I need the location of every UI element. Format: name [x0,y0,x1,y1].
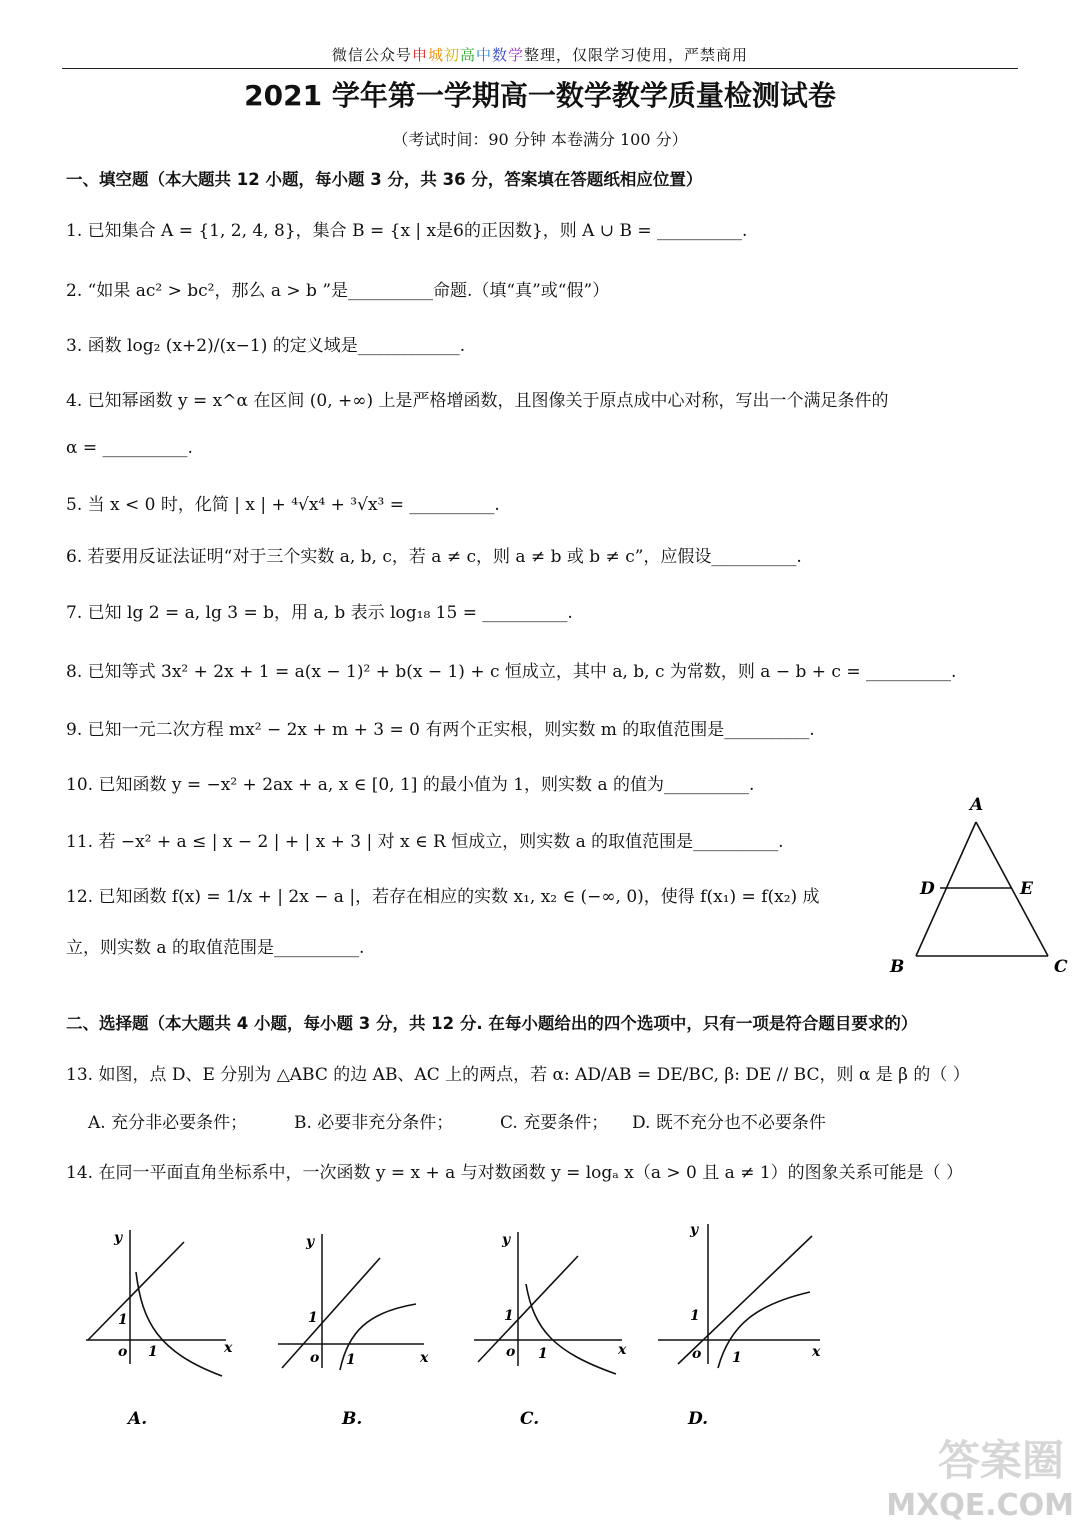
question-5: 5. 当 x < 0 时，化简 | x | + ⁴√x⁴ + ³√x³ = __________. [66,495,500,515]
axis-x-label: x [224,1340,233,1356]
origin-label: o [310,1350,320,1366]
option-a: A. 充分非必要条件； [88,1113,248,1133]
line-y-x-plus-a [678,1236,812,1364]
page-title: 2021 学年第一学期高一数学教学质量检测试卷 [244,79,836,112]
section-choice-heading: 二、选择题（本大题共 4 小题，每小题 3 分，共 12 分. 在每小题给出的四个选项中，只有一项是符合题目要求的） [66,1014,918,1033]
header-notice [0,44,1080,65]
graph-label-c: C. [520,1409,540,1429]
question-9: 9. 已知一元二次方程 mx² − 2x + m + 3 = 0 有两个正实根，则实数 m 的取值范围是__________. [66,720,815,740]
origin-label: o [118,1344,128,1360]
label-a: A [970,795,984,815]
question-11: 11. 若 −x² + a ≤ | x − 2 | + | x + 3 | 对 x ∈ R 恒成立，则实数 a 的取值范围是__________. [66,832,784,852]
line-y-x-plus-a [282,1258,380,1368]
tick-y-1: 1 [308,1310,318,1326]
triangle-figure [884,792,1074,982]
label-e: E [1020,879,1033,899]
question-13: 13. 如图，点 D、E 分别为 △ABC 的边 AB、AC 上的两点，若 α: AD/AB = DE/BC, β: DE // BC，则 α 是 β 的（ ） [66,1065,970,1085]
option-b: B. 必要非充分条件； [294,1113,454,1133]
origin-label: o [692,1346,702,1362]
axis-x-label: x [420,1350,429,1366]
origin-label: o [506,1344,516,1360]
axis-y-label: y [502,1232,511,1248]
graph-label-d: D. [688,1409,709,1429]
header-text-before: 微信公众号 [331,46,412,64]
option-c: C. 充要条件； [500,1113,609,1133]
graph-options [78,1212,838,1442]
axis-y-label: y [306,1234,315,1250]
axis-y-label: y [690,1222,699,1238]
header-text-after: 整理，仅限学习使用，严禁商用 [524,46,749,64]
question-7: 7. 已知 lg 2 = a, lg 3 = b，用 a, b 表示 log₁₈ 15 = __________. [66,603,573,623]
graph-label-a: A. [128,1409,148,1429]
brand-char: 申 [411,46,428,64]
section-fill-in-heading: 一、填空题（本大题共 12 小题，每小题 3 分，共 36 分，答案填在答题纸相应位置） [66,170,703,189]
axis-x-label: x [618,1342,627,1358]
tick-x-1: 1 [538,1346,548,1362]
graph-b [278,1234,429,1429]
line-y-x-plus-a [88,1242,184,1340]
option-d: D. 既不充分也不必要条件 [632,1113,826,1133]
log-curve [136,1272,222,1376]
exam-info: （考试时间：90 分钟 本卷满分 100 分） [392,130,688,149]
axis-y-label: y [114,1230,123,1246]
tick-y-1: 1 [118,1312,128,1328]
axis-x-label: x [812,1344,821,1360]
question-4-cont: α = __________. [66,438,193,458]
brand-char: 学 [508,46,525,64]
question-10: 10. 已知函数 y = −x² + 2ax + a, x ∈ [0, 1] 的最小值为 1，则实数 a 的值为__________. [66,775,755,795]
brand-char: 高 [459,46,476,64]
question-3: 3. 函数 log₂ (x+2)/(x−1) 的定义域是____________. [66,336,466,356]
question-12-cont: 立，则实数 a 的取值范围是__________. [66,938,365,958]
question-4: 4. 已知幂函数 y = x^α 在区间 (0, +∞) 上是严格增函数，且图像关于原点成中心对称，写出一个满足条件的 [66,391,889,411]
graph-c [474,1232,627,1429]
graph-label-b: B. [342,1409,363,1429]
brand-char: 城 [427,46,444,64]
question-14: 14. 在同一平面直角坐标系中，一次函数 y = x + a 与对数函数 y = logₐ x（a > 0 且 a ≠ 1）的图象关系可能是（ ） [66,1163,964,1183]
question-1: 1. 已知集合 A = {1, 2, 4, 8}，集合 B = {x | x是6的正因数}，则 A ∪ B = __________. [66,221,748,241]
question-2: 2. “如果 ac² > bc²，那么 a > b ”是__________命题.（填“真”或“假”） [66,281,610,301]
tick-x-1: 1 [732,1350,742,1366]
question-13-options [88,1108,826,1133]
brand-char: 数 [492,46,509,64]
line-y-x-plus-a [478,1256,578,1362]
brand-char: 初 [443,46,460,64]
label-d: D [920,879,935,899]
label-b: B [890,957,905,977]
question-12: 12. 已知函数 f(x) = 1/x + | 2x − a |，若存在相应的实数 x₁, x₂ ∈ (−∞, 0)，使得 f(x₁) = f(x₂) 成 [66,887,820,907]
brand-char: 中 [476,46,493,64]
side-ac [976,822,1048,956]
label-c: C [1054,957,1068,977]
header-divider [62,68,1018,69]
tick-y-1: 1 [690,1308,700,1324]
question-6: 6. 若要用反证法证明“对于三个实数 a, b, c，若 a ≠ c，则 a ≠ b 或 b ≠ c”，应假设__________. [66,547,802,567]
watermark-url: MXQE.COM [886,1488,1074,1523]
tick-x-1: 1 [148,1344,158,1360]
tick-y-1: 1 [504,1308,514,1324]
graph-d [658,1222,821,1429]
question-8: 8. 已知等式 3x² + 2x + 1 = a(x − 1)² + b(x − 1) + c 恒成立，其中 a, b, c 为常数，则 a − b + c = __________. [66,662,957,682]
tick-x-1: 1 [346,1352,356,1368]
watermark-logo: 答案圈 [937,1436,1064,1485]
header-brand [412,46,524,64]
graph-a [86,1230,233,1429]
